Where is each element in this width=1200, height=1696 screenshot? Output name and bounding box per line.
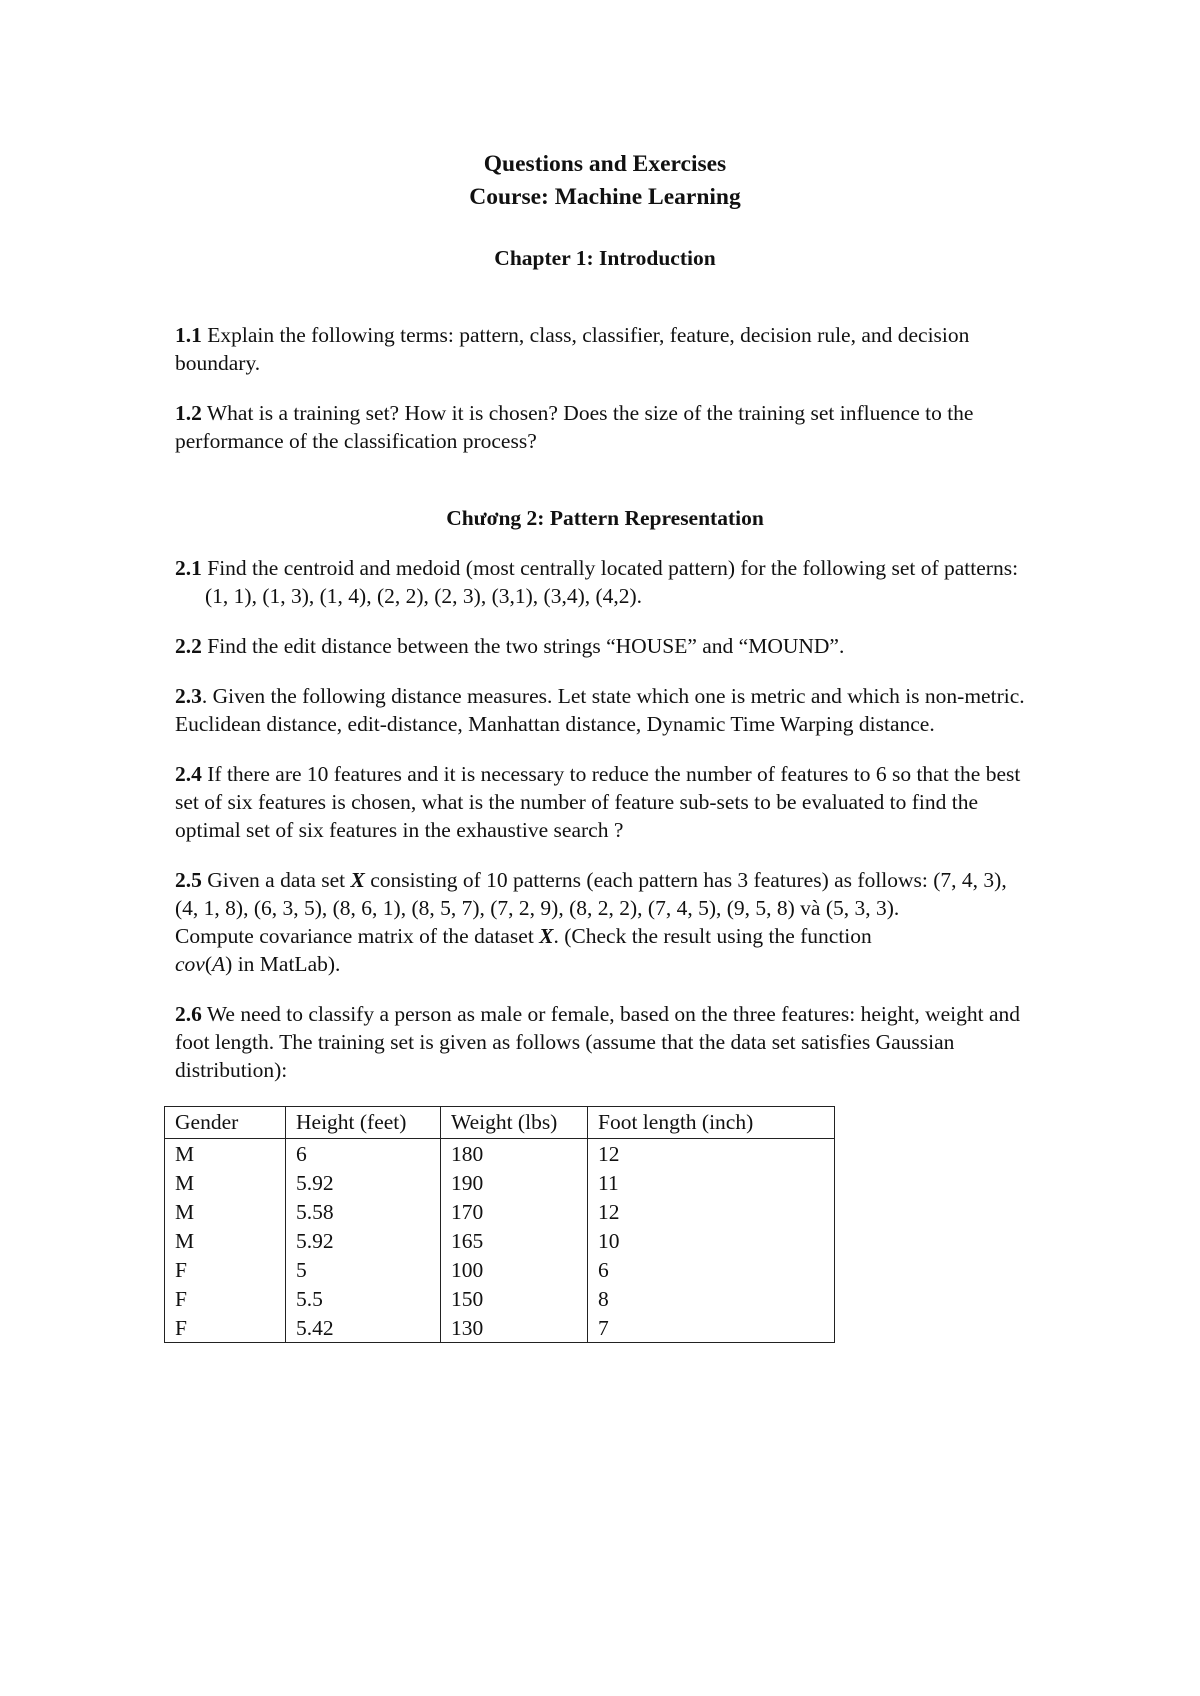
cell-gender: M [165, 1226, 286, 1255]
chapter-1-heading: Chapter 1: Introduction [494, 246, 716, 270]
question-2-4 [175, 760, 1035, 844]
cell-weight: 150 [441, 1284, 588, 1313]
table-row [165, 1197, 835, 1226]
question-text: If there are 10 features and it is necessary to reduce the number of features to 6 so that the best set of six features is chosen, what is the number of feature sub-sets to be evaluated to find the optimal set of six features in the exhaustive search ? [175, 762, 1021, 842]
header-weight: Weight (lbs) [441, 1107, 588, 1139]
question-text: Find the edit distance between the two strings “HOUSE” and “MOUND”. [201, 634, 845, 658]
question-number: 1.2 [175, 401, 202, 425]
variable-x: X [350, 868, 365, 892]
question-number: 2.4 [175, 762, 202, 786]
question-2-2 [175, 632, 1035, 660]
variable-x: X [539, 924, 554, 948]
question-text: Given a data set [201, 868, 351, 892]
document-title [175, 148, 1035, 214]
question-text: Explain the following terms: pattern, class, classifier, feature, decision rule, and decision boundary. [175, 323, 970, 375]
question-number: 2.2 [175, 634, 202, 658]
question-text: . Given the following distance measures. Let state which one is metric and which is non-metric. [201, 684, 1025, 708]
distance-list: Euclidean distance, edit-distance, Manhattan distance, Dynamic Time Warping distance. [175, 712, 935, 736]
cell-height: 6 [286, 1139, 441, 1169]
question-text: Find the centroid and medoid (most centrally located pattern) for the following set of patterns: [201, 556, 1019, 580]
cell-foot-length: 6 [588, 1255, 835, 1284]
cell-weight: 130 [441, 1313, 588, 1343]
cell-foot-length: 12 [588, 1197, 835, 1226]
cell-height: 5 [286, 1255, 441, 1284]
cell-gender: F [165, 1313, 286, 1343]
cell-gender: M [165, 1168, 286, 1197]
header-height: Height (feet) [286, 1107, 441, 1139]
cell-foot-length: 8 [588, 1284, 835, 1313]
question-number: 2.1 [175, 556, 202, 580]
question-text: What is a training set? How it is chosen? Does the size of the training set influence to the performance of the classification process? [175, 401, 974, 453]
cell-foot-length: 7 [588, 1313, 835, 1343]
cell-weight: 165 [441, 1226, 588, 1255]
cell-height: 5.42 [286, 1313, 441, 1343]
cell-weight: 190 [441, 1168, 588, 1197]
chapter-2-heading: Chương 2: Pattern Representation [446, 506, 764, 530]
func-paren-open: ( [204, 952, 213, 976]
function-name: cov [175, 952, 205, 976]
cell-foot-length: 12 [588, 1139, 835, 1169]
cell-height: 5.92 [286, 1226, 441, 1255]
pattern-list: (1, 1), (1, 3), (1, 4), (2, 2), (2, 3), (3,1), (3,4), (4,2). [205, 584, 643, 608]
question-text: We need to classify a person as male or female, based on the three features: height, weight and foot length. The training set is given as follows (assume that the data set satisfies Gaussian distribution): [175, 1002, 1021, 1082]
question-text: consisting of 10 patterns (each pattern has 3 features) as follows: (7, 4, 3), (4, 1, 8), (6, 3, 5), (8, 6, 1), (8, 5, 7), (7, 2, 9), (8, 2, 2), (7, 4, 5), (9, 5, 8) và (5, 3, 3). [175, 868, 1007, 920]
title-line-2: Course: Machine Learning [469, 184, 741, 210]
question-2-1 [175, 554, 1035, 582]
cell-gender: M [165, 1139, 286, 1169]
header-gender: Gender [165, 1107, 286, 1139]
instruction-text: . (Check the result using the function [553, 924, 872, 948]
cell-gender: F [165, 1284, 286, 1313]
covariance-instruction [175, 922, 1035, 978]
question-1-1 [175, 321, 1035, 377]
cell-gender: M [165, 1197, 286, 1226]
table-row [165, 1313, 835, 1343]
cell-weight: 180 [441, 1139, 588, 1169]
table-row [165, 1139, 835, 1169]
cell-gender: F [165, 1255, 286, 1284]
cell-weight: 100 [441, 1255, 588, 1284]
question-number: 1.1 [175, 323, 202, 347]
cell-height: 5.5 [286, 1284, 441, 1313]
question-2-6 [175, 1000, 1035, 1084]
table-row [165, 1226, 835, 1255]
function-arg: A [212, 952, 226, 976]
table-row [165, 1255, 835, 1284]
training-set-table [164, 1106, 835, 1343]
question-number: 2.6 [175, 1002, 202, 1026]
question-number: 2.3 [175, 684, 202, 708]
cell-height: 5.92 [286, 1168, 441, 1197]
cell-foot-length: 10 [588, 1226, 835, 1255]
cell-foot-length: 11 [588, 1168, 835, 1197]
question-2-5 [175, 866, 1035, 922]
question-number: 2.5 [175, 868, 202, 892]
instruction-text: in MatLab). [232, 952, 341, 976]
table-row [165, 1284, 835, 1313]
question-1-2 [175, 399, 1035, 455]
header-foot-length: Foot length (inch) [588, 1107, 835, 1139]
cell-weight: 170 [441, 1197, 588, 1226]
question-2-3 [175, 682, 1035, 710]
document-content [175, 136, 1035, 1343]
cell-height: 5.58 [286, 1197, 441, 1226]
table-header-row [165, 1107, 835, 1139]
title-line-1: Questions and Exercises [483, 151, 727, 177]
table-row [165, 1168, 835, 1197]
instruction-text: Compute covariance matrix of the dataset [175, 924, 540, 948]
func-paren-close: ) [225, 952, 233, 976]
